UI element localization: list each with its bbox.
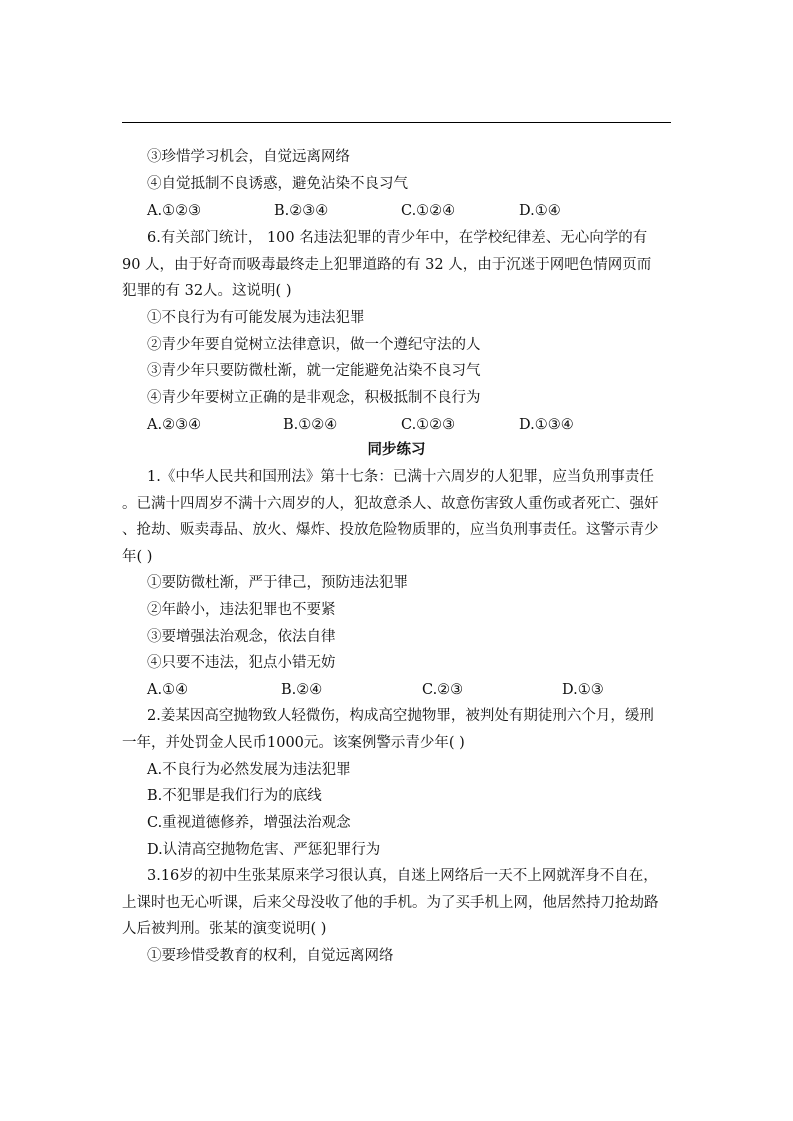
- p1-statement-1: ①要防微杜渐，严于律己，预防违法犯罪: [147, 575, 408, 591]
- q6-statement-4: ④青少年要树立正确的是非观念，积极抵制不良行为: [147, 390, 481, 406]
- p1-stem-line-1: 1.《中华人民共和国刑法》第十七条：已满十六周岁的人犯罪，应当负刑事责任: [147, 469, 654, 485]
- q6-statement-3: ③青少年只要防微杜渐，就一定能避免沾染不良习气: [147, 363, 481, 379]
- p3-stem-line-1: 3.16岁的初中生张某原来学习很认真，自迷上网络后一天不上网就浑身不自在，: [147, 868, 658, 884]
- q6-statement-1: ①不良行为有可能发展为违法犯罪: [147, 310, 365, 326]
- q6-option-c[interactable]: C.①②③: [401, 417, 456, 433]
- q6-option-d[interactable]: D.①③④: [519, 417, 574, 433]
- p2-option-a[interactable]: A.不良行为必然发展为违法犯罪: [147, 762, 351, 778]
- p3-stem-line-3: 人后被判刑。张某的演变说明( ): [122, 921, 327, 937]
- p1-option-d[interactable]: D.①③: [562, 682, 604, 698]
- p1-stem-line-2: 。已满十四周岁不满十六周岁的人，犯故意杀人、故意伤害致人重伤或者死亡、强奸: [122, 496, 659, 512]
- q6-stem-line-1: 6.有关部门统计， 100 名违法犯罪的青少年中，在学校纪律差、无心向学的有: [147, 230, 648, 246]
- option-d[interactable]: D.①④: [519, 203, 561, 219]
- p1-option-b[interactable]: B.②④: [281, 682, 323, 698]
- option-b[interactable]: B.②③④: [274, 203, 329, 219]
- p2-option-b[interactable]: B.不犯罪是我们行为的底线: [147, 788, 322, 804]
- p1-stem-line-4: 年( ): [122, 549, 153, 565]
- p2-stem-line-1: 2.姜某因高空抛物致人轻微伤，构成高空抛物罪，被判处有期徒刑六个月，缓刑: [147, 708, 654, 724]
- q6-statement-2: ②青少年要自觉树立法律意识，做一个遵纪守法的人: [147, 337, 481, 353]
- p1-option-c[interactable]: C.②③: [422, 682, 464, 698]
- statement-3: ③珍惜学习机会，自觉远离网络: [147, 149, 350, 165]
- q6-stem-line-3: 犯罪的有 32人。这说明( ): [122, 283, 292, 299]
- p3-stem-line-2: 上课时也无心听课，后来父母没收了他的手机。为了买手机上网，他居然持刀抢劫路: [122, 895, 659, 911]
- q6-stem-line-2: 90 人，由于好奇而吸毒最终走上犯罪道路的有 32 人，由于沉迷于网吧色情网页而: [122, 257, 652, 273]
- statement-4: ④自觉抵制不良诱惑，避免沾染不良习气: [147, 176, 408, 192]
- p1-statement-3: ③要增强法治观念，依法自律: [147, 629, 336, 645]
- option-c[interactable]: C.①②④: [401, 203, 456, 219]
- p1-statement-2: ②年龄小，违法犯罪也不要紧: [147, 602, 336, 618]
- p1-option-a[interactable]: A.①④: [147, 682, 189, 698]
- p3-statement-1: ①要珍惜受教育的权利，自觉远离网络: [147, 948, 394, 964]
- p1-stem-line-3: 、抢劫、贩卖毒品、放火、爆炸、投放危险物质罪的，应当负刑事责任。这警示青少: [122, 522, 659, 538]
- option-a[interactable]: A.①②③: [147, 203, 202, 219]
- header-rule: [122, 122, 671, 123]
- p2-option-d[interactable]: D.认清高空抛物危害、严惩犯罪行为: [147, 842, 381, 858]
- p2-option-c[interactable]: C.重视道德修养，增强法治观念: [147, 815, 351, 831]
- p1-statement-4: ④只要不违法，犯点小错无妨: [147, 655, 336, 671]
- section-title: 同步练习: [367, 441, 426, 458]
- q6-option-a[interactable]: A.②③④: [147, 417, 202, 433]
- q6-option-b[interactable]: B.①②④: [283, 417, 338, 433]
- p2-stem-line-2: 一年，并处罚金人民币1000元。该案例警示青少年( ): [122, 735, 465, 751]
